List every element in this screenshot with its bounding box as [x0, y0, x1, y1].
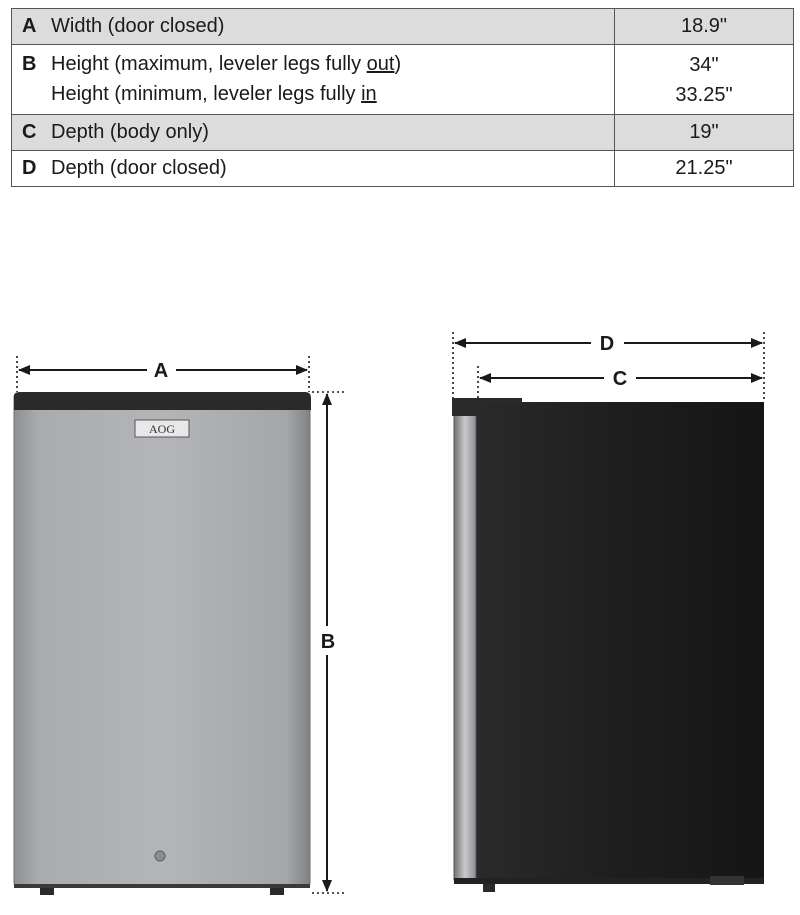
value-max: 34" — [689, 53, 719, 76]
underlined-word: out — [366, 53, 395, 75]
dimension-letter-c: C — [612, 368, 628, 390]
leveler-leg-right — [270, 888, 284, 895]
row-letter: A — [22, 15, 37, 37]
dimension-letter-a: A — [153, 360, 169, 382]
row-value: 21.25" — [615, 151, 794, 187]
dimension-letter-b: B — [320, 631, 336, 653]
compressor-vent — [710, 876, 744, 885]
row-letter: C — [22, 121, 37, 143]
top-cover-side — [452, 398, 478, 416]
top-cover-lip — [476, 398, 522, 404]
row-value: 18.9" — [615, 9, 794, 45]
leveler-leg-left — [40, 888, 54, 895]
description-text: Height (minimum, leveler legs fully — [51, 83, 362, 105]
dimension-letter-d: D — [599, 333, 615, 355]
underlined-word: in — [361, 83, 377, 105]
dimension-b — [312, 392, 344, 893]
dimension-a — [17, 356, 309, 392]
side-view-fridge — [452, 398, 764, 892]
front-view-fridge — [14, 392, 311, 895]
dimension-d — [453, 332, 764, 400]
lock-icon — [155, 851, 165, 861]
row-letter: B — [22, 53, 37, 75]
row-letter: D — [22, 157, 37, 179]
cabinet-body — [476, 402, 764, 882]
row-description: Depth (body only) — [51, 121, 209, 143]
front-door — [14, 393, 310, 887]
row-description: Width (door closed) — [51, 15, 225, 37]
row-value: 19" — [615, 115, 794, 151]
door-side-edge — [454, 404, 476, 880]
row-description: Depth (door closed) — [51, 157, 227, 179]
description-text: ) — [394, 53, 402, 75]
base-trim — [14, 884, 310, 888]
value-min: 33.25" — [675, 83, 733, 106]
description-text: Height (maximum, leveler legs fully — [51, 53, 367, 75]
leveler-leg-front — [483, 884, 495, 892]
top-cover — [14, 392, 311, 410]
brand-logo: AOG — [149, 422, 175, 436]
dimension-c — [478, 366, 762, 400]
